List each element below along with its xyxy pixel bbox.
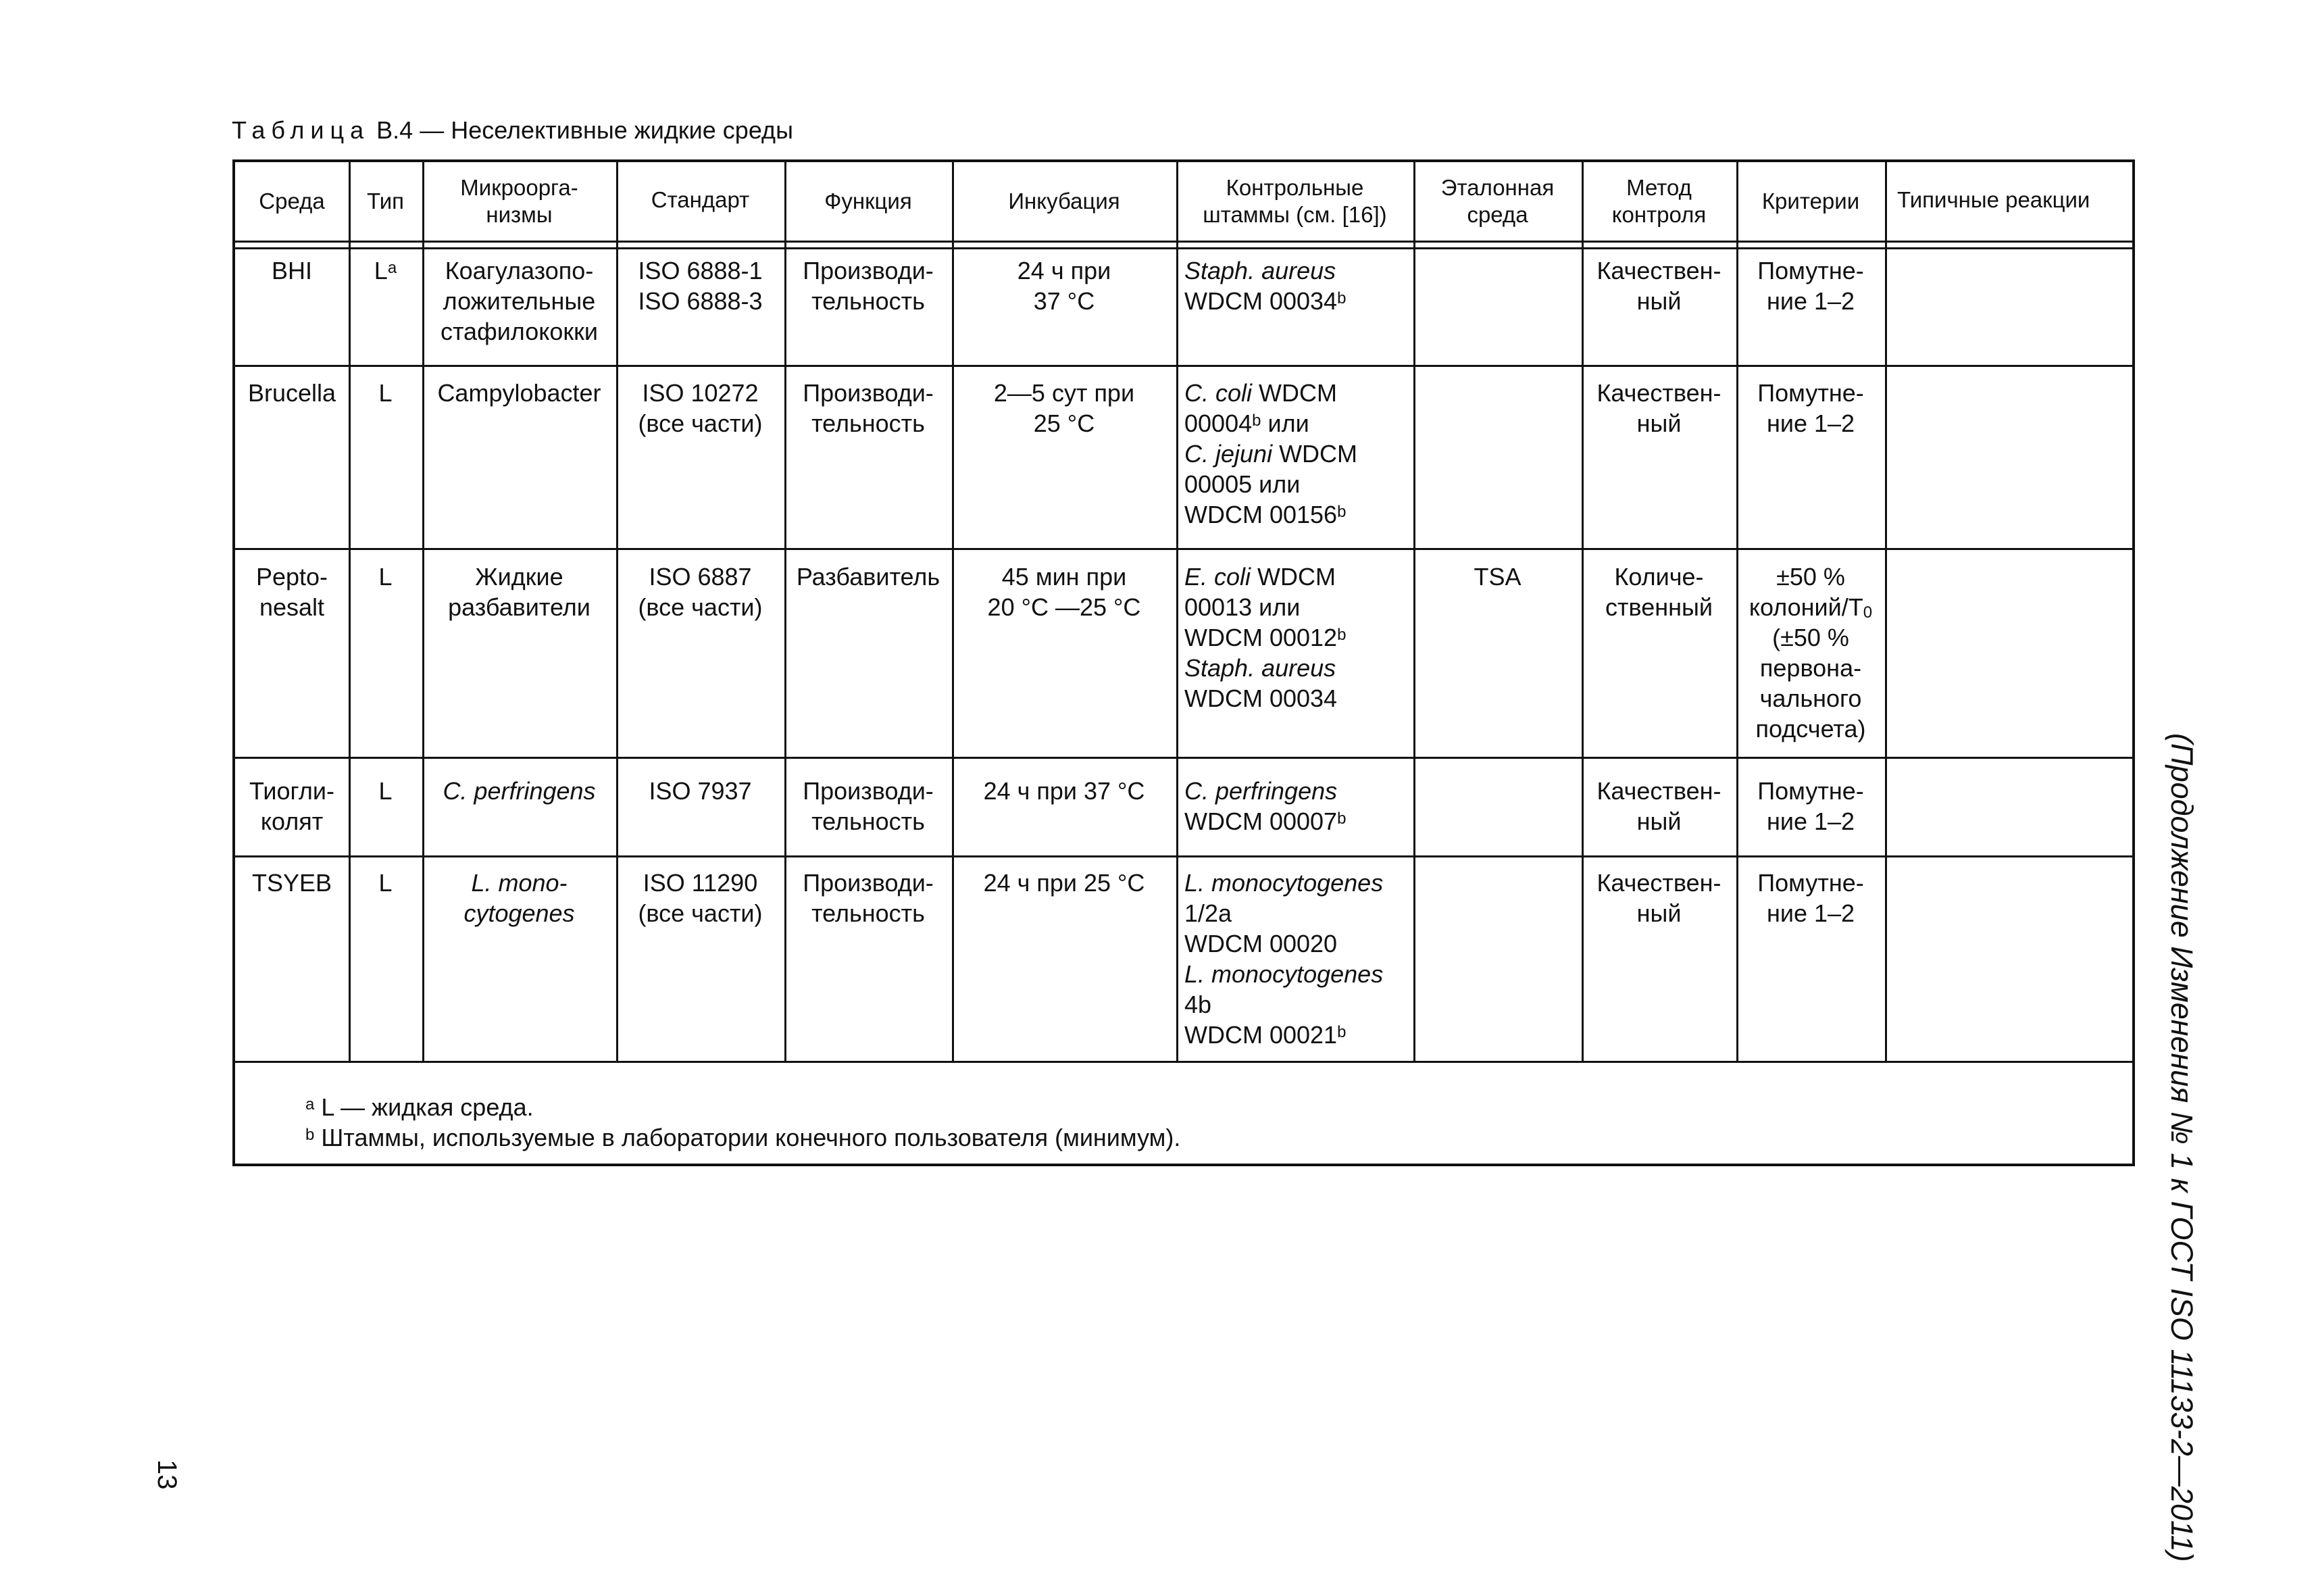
table-row-0-incubation: 24 ч при 37 °C (1017, 257, 1111, 315)
table-row-4-control-strains: L. monocytogenes 1/2a WDCM 00020 L. monocytogenes 4b WDCM 00021$^b$ (1184, 869, 1384, 1049)
footnote-b: $^b$ Штаммы, используемые в лаборатории конечного пользователя (минимум). (305, 1124, 1181, 1151)
table-row-1-control-method: Качествен- ный (1596, 379, 1721, 437)
table-row-4-standard: ISO 11290 (все части) (638, 869, 763, 927)
table-row-4-control-method: Качествен- ный (1596, 869, 1721, 927)
table-row-2-microorganisms: Жидкие разбавители (448, 563, 590, 621)
table-row-4-type: L (378, 869, 393, 897)
header-incubation: Инкубация (1008, 189, 1120, 214)
table-row-1-standard: ISO 10272 (все части) (638, 379, 763, 437)
table-row-0-function: Производи- тельность (803, 257, 934, 315)
header-criteria: Критерии (1761, 189, 1860, 214)
footnote-a: $^a$ L — жидкая среда. (305, 1093, 534, 1121)
table-frame (232, 159, 2135, 1166)
page-number: 13 (152, 1460, 182, 1490)
caption-prefix: Таблица (232, 116, 370, 144)
table-caption (232, 116, 793, 145)
table-row-2-standard: ISO 6887 (все части) (638, 563, 763, 621)
table-row-0-control-strains: Staph. aureus WDCM 00034$^b$ (1184, 257, 1347, 315)
header-control-strains: Контрольные штаммы (см. [16]) (1203, 175, 1387, 227)
header-type: Тип (366, 189, 404, 214)
table-row-4-criteria: Помутне- ние 1–2 (1757, 869, 1864, 927)
table-row-2-reference-medium: TSA (1474, 563, 1521, 591)
table-row-1-medium: Brucella (247, 379, 336, 407)
table-row-3-incubation: 24 ч при 37 °C (983, 777, 1145, 805)
table-row-4-microorganisms: L. mono- cytogenes (463, 869, 575, 927)
header-function: Функция (824, 189, 912, 214)
table-row-1-criteria: Помутне- ние 1–2 (1757, 379, 1864, 437)
header-microorganisms: Микроорга- низмы (460, 175, 578, 227)
table-row-1-type: L (378, 379, 393, 407)
header-standard: Стандарт (651, 187, 750, 212)
header-medium: Среда (259, 189, 325, 214)
table-row-3-criteria: Помутне- ние 1–2 (1757, 777, 1864, 835)
table-row-3-control-strains: C. perfringens WDCM 00007$^b$ (1184, 777, 1347, 835)
table-row-3-microorganisms: C. perfringens (443, 777, 596, 805)
table-row-2-function: Разбавитель (796, 563, 940, 591)
table-row-2-medium: Pepto- nesalt (255, 563, 328, 621)
table-row-2-control-strains: E. coli WDCM 00013 или WDCM 00012$^b$ Staph. aureus WDCM 00034 (1184, 563, 1347, 712)
table-row-4-medium: TSYEB (251, 869, 332, 897)
table-row-2-criteria: ±50 % колоний/$T_0$ (±50 % первона- чального подсчета) (1749, 563, 1873, 743)
side-note: (Продолжение Изменения № 1 к ГОСТ ISO 11133-2—2011) (2165, 733, 2199, 1562)
table-row-1-function: Производи- тельность (803, 379, 934, 437)
table-row-0-control-method: Качествен- ный (1596, 257, 1721, 315)
table-row-0-criteria: Помутне- ние 1–2 (1757, 257, 1864, 315)
table-grid (235, 162, 2132, 1063)
table-row-3-control-method: Качествен- ный (1596, 777, 1721, 835)
table-row-0-type: $L^a$ (374, 257, 397, 284)
table-row-0-microorganisms: Коагулазопо- ложительные стафилококки (440, 257, 599, 345)
table-row-2-type: L (378, 563, 393, 591)
header-control-method: Метод контроля (1611, 175, 1707, 227)
table-row-1-incubation: 2—5 сут при 25 °C (993, 379, 1135, 437)
table-row-3-type: L (378, 777, 393, 805)
table-row-2-control-method: Количе- ственный (1605, 563, 1713, 621)
header-reference-medium: Эталонная среда (1440, 175, 1555, 227)
header-typical-reactions: Типичные реакции (1897, 187, 2090, 212)
table-row-3-function: Производи- тельность (803, 777, 934, 835)
caption-title: В.4 — Неселективные жидкие среды (376, 116, 793, 144)
table-row-2-incubation: 45 мин при 20 °C —25 °C (987, 563, 1141, 621)
table-row-3-medium: Тиогли- колят (249, 777, 334, 835)
table-row-0-standard: ISO 6888-1 ISO 6888-3 (638, 257, 763, 315)
table-row-1-control-strains: C. coli WDCM 00004$^b$ или C. jejuni WDCM 00005 или WDCM 00156$^b$ (1184, 379, 1358, 528)
table-row-4-incubation: 24 ч при 25 °C (983, 869, 1145, 897)
table-row-0-medium: BHI (271, 257, 312, 284)
table-row-4-function: Производи- тельность (803, 869, 934, 927)
table-row-3-standard: ISO 7937 (649, 777, 752, 805)
table-row-1-microorganisms: Campylobacter (437, 379, 601, 407)
